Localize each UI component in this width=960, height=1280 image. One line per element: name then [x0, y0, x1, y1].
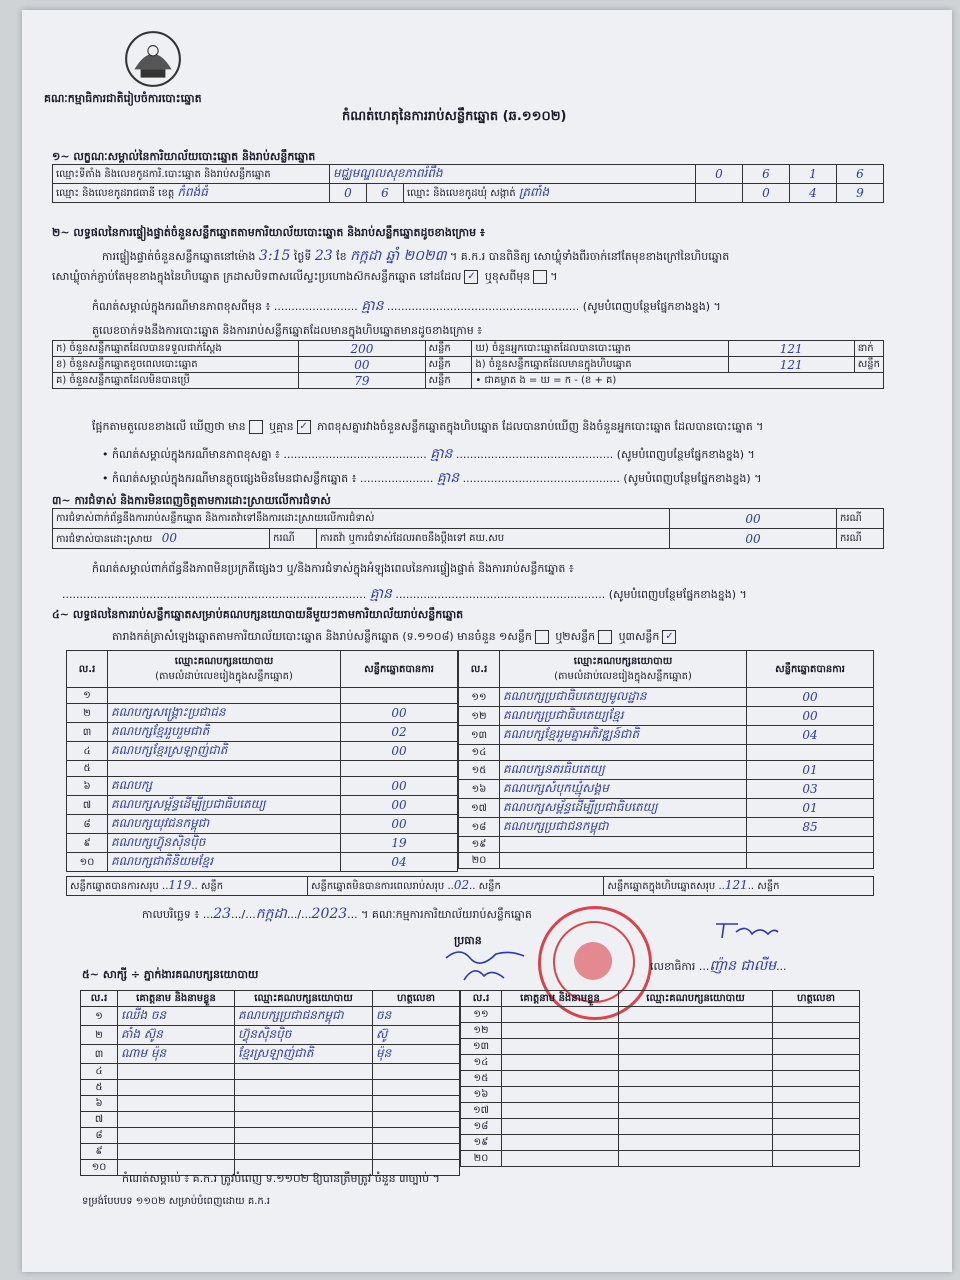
witness-signature — [773, 1087, 860, 1103]
row-number: ១៩ — [459, 837, 500, 853]
row-number: ១៤ — [459, 745, 500, 761]
row-number: ១១ — [459, 688, 500, 707]
r2-unit: ករណី — [270, 529, 317, 549]
s1-heading: ១~ លក្ខណៈសម្គាល់នៃការិយាល័យបោះឆ្នោត និងរាប់សន្លឹកឆ្នោត — [52, 150, 316, 163]
witness-row — [461, 1119, 860, 1135]
s5-heading: ៥~ សាក្សី ÷ ភ្នាក់ងារគណបក្សនយោបាយ — [82, 968, 259, 981]
witness-name — [502, 1135, 619, 1151]
row-number: ១២ — [459, 707, 500, 726]
col-no: ល.រ — [461, 991, 502, 1007]
province-value: កំពង់ធំ — [177, 185, 208, 199]
witness-signature — [773, 1055, 860, 1071]
s3-note-value: គ្មាន — [369, 586, 392, 602]
witness-party — [235, 1080, 373, 1096]
row-number: ៧ — [81, 1112, 118, 1128]
vote-count: 01 — [747, 761, 874, 780]
secretary-name: ញ៉ាន ជាលីម — [709, 958, 777, 974]
s4-heading: ៤~ លទ្ធផលនៃការរាប់សន្លឹកឆ្នោតសម្រាប់គណបក្សនយោបាយនីមួយៗតាមការិយាល័យរាប់សន្លឹកឆ្នោត — [52, 608, 464, 621]
office-value: មជ្ឈមណ្ឌលសុខភាពរំពឹង — [330, 165, 696, 184]
witness-party — [235, 1096, 373, 1112]
row-number: ៥ — [67, 761, 108, 777]
s1-table — [52, 164, 884, 203]
witness-signature — [773, 1023, 860, 1039]
has-diff-checkbox[interactable] — [249, 420, 263, 434]
col-votes: សន្លឹកឆ្នោតបានការ — [747, 651, 874, 688]
vote-row — [459, 761, 874, 780]
witness-signature — [773, 1151, 860, 1167]
ng-label: ង) ចំនួនសន្លឹកឆ្នោតដែលមានក្នុងហិបឆ្នោត — [472, 357, 728, 373]
witness-name — [502, 1087, 619, 1103]
different-checkbox[interactable] — [533, 270, 547, 284]
party-name: គណបក្សសម្ព័ន្ធដើម្បីប្រជាធិបតេយ្យ — [500, 799, 747, 818]
witness-row — [81, 1128, 460, 1144]
r1-label: ការជំទាស់ពាក់ព័ន្ធនឹងការរាប់សន្លឹកឆ្នោត និងការតវ៉ាទៅនឹងការដោះស្រាយលើការជំទាស់ — [53, 509, 670, 529]
witness-name — [502, 1151, 619, 1167]
vote-count: 00 — [341, 704, 458, 723]
party-name: គណបក្សយុវជនកម្ពុជា — [108, 815, 341, 834]
vote-row — [67, 688, 458, 704]
office-code-4: 6 — [837, 165, 884, 184]
vote-row — [67, 834, 458, 853]
witness-name — [118, 1144, 235, 1160]
witness-name — [502, 1039, 619, 1055]
party-name: គណបក្សជាតិនិយមខ្មែរ — [108, 853, 341, 872]
row-number: ៣ — [67, 723, 108, 742]
y-label: ឃ) ចំនួនអ្នកបោះឆ្នោតដែលបានបោះឆ្នោត — [472, 341, 728, 357]
r2b-label: ការតវ៉ា ឬការជំទាស់ដែលអាចនឹងប្តឹងទៅ គឃ.សប — [317, 529, 670, 549]
footnote: កំណត់សម្គាល់ ៖ គ.ក.រ ត្រូវបំពេញ ទ.១១០២ ឱ្យបានត្រឹមត្រូវ ចំនួន ៣ច្បាប់ ។ — [122, 1172, 440, 1185]
party-name: គណបក្សប្រជាធិបតេយ្យខ្មែរ — [500, 707, 747, 726]
col-name: គោត្តនាម និងនាមខ្លួន — [118, 991, 235, 1007]
witness-signature — [373, 1128, 460, 1144]
kh-unit: សន្លឹក — [425, 357, 472, 373]
col-party: ឈ្មោះគណបក្សនយោបាយ (តាមលំដាប់លេខរៀងក្នុងសន្លឹកឆ្នោត) — [500, 651, 747, 688]
r2b-value: 00 — [670, 529, 837, 549]
commune-value: ត្រពាំង — [518, 185, 550, 199]
witness-name — [502, 1119, 619, 1135]
col-sign: ហត្ថលេខា — [773, 991, 860, 1007]
s3-note-label: កំណត់សម្គាល់ពាក់ព័ន្ធនឹងភាពមិនប្រក្រតីផ្សេងៗ ឬ/និងការជំទាស់ក្នុងអំឡុងពេលនៃការផ្ទៀងផ្ទាត់ និងការរាប់សន្លឹកឆ្នោត ៖ — [92, 562, 574, 575]
s2-note-value: គ្មាន — [361, 298, 384, 314]
witness-name — [502, 1103, 619, 1119]
witness-party — [235, 1064, 373, 1080]
three-sheet-checkbox[interactable]: ✓ — [662, 630, 676, 644]
row-number: ៧ — [67, 796, 108, 815]
party-name — [108, 688, 341, 704]
vote-row — [67, 777, 458, 796]
witness-signature: ចន — [373, 1007, 460, 1026]
col-no: ល.រ — [81, 991, 118, 1007]
vote-row — [459, 745, 874, 761]
row-number: ១៤ — [461, 1055, 502, 1071]
vote-row — [67, 796, 458, 815]
vote-count — [341, 761, 458, 777]
total-valid-value: 119 — [168, 878, 192, 892]
chair-signature — [440, 944, 530, 984]
r1-unit: ករណី — [837, 509, 884, 529]
formula: • ជាគម្លាត ង = ឃ = ក - (ខ + គ) — [472, 373, 884, 389]
province-label: ឈ្មោះ និងលេខកូដរាជធានី ខេត្ត កំពង់ធំ — [53, 184, 330, 203]
r2-value: 00 — [161, 530, 178, 545]
party-name: គណបក្សប្រជាជនកម្ពុជា — [500, 818, 747, 837]
row-number: ៩ — [67, 834, 108, 853]
party-name: គណបក្សខ្មែររួបរួមជាតិ — [108, 723, 341, 742]
witness-name — [502, 1071, 619, 1087]
commune-label: ឈ្មោះ និងលេខកូដឃុំ សង្កាត់ ត្រពាំង — [404, 184, 696, 203]
witness-signature: ស៊ូ — [373, 1026, 460, 1045]
row-number: ៥ — [81, 1080, 118, 1096]
row-number: ១២ — [461, 1023, 502, 1039]
row-number: ៩ — [81, 1144, 118, 1160]
commune-code-2: 4 — [790, 184, 837, 203]
row-number: ៨ — [67, 815, 108, 834]
province-code-1: 0 — [330, 184, 367, 203]
vote-row — [459, 853, 874, 869]
same-checkbox[interactable]: ✓ — [464, 270, 478, 284]
vote-row — [67, 761, 458, 777]
date-month: កក្កដា — [255, 906, 287, 922]
vote-count: 01 — [747, 799, 874, 818]
witness-signature: ម៉ុន — [373, 1045, 460, 1064]
k-label: ក) ចំនួនសន្លឹកឆ្នោតដែលបានទទួលជាក់ស្តែង — [53, 341, 299, 357]
vote-count: 03 — [747, 780, 874, 799]
vote-count: 00 — [341, 815, 458, 834]
party-name: គណបក្សហ៊្វុនស៊ិនប៉ិច — [108, 834, 341, 853]
col-votes: សន្លឹកឆ្នោតបានការ — [341, 651, 458, 688]
witness-party: ខ្មែរស្រឡាញ់ជាតិ — [235, 1045, 373, 1064]
party-name: គណបក្សខ្មែររួមគ្នាអភិវឌ្ឍន៍ជាតិ — [500, 726, 747, 745]
vote-count — [747, 853, 874, 869]
party-name — [108, 761, 341, 777]
row-number: ២ — [67, 704, 108, 723]
total-box-value: 121 — [724, 878, 748, 892]
total-box: សន្លឹកឆ្នោតក្នុងហិបឆ្នោតសរុប ..121.. សន្លឹក — [604, 877, 874, 896]
witness-row — [461, 1151, 860, 1167]
total-valid: សន្លឹកឆ្នោតបានការសរុប ..119.. សន្លឹក — [67, 877, 308, 896]
witness-signature — [773, 1119, 860, 1135]
witness-party — [235, 1112, 373, 1128]
two-sheet-checkbox[interactable] — [598, 630, 612, 644]
witness-party — [619, 1087, 773, 1103]
witness-row — [461, 1039, 860, 1055]
no-diff-checkbox[interactable]: ✓ — [297, 420, 311, 434]
vote-count: 00 — [341, 742, 458, 761]
office-code-3: 1 — [790, 165, 837, 184]
commune-code-spacer — [696, 184, 743, 203]
witness-signature — [373, 1144, 460, 1160]
vote-row — [459, 837, 874, 853]
total-invalid: សន្លឹកឆ្នោតមិនបានការពេលរាប់សរុប ..02.. សន្លឹក — [307, 877, 603, 896]
witness-signature — [773, 1071, 860, 1087]
s2-line1: ការផ្ទៀងផ្ទាត់ចំនួនសន្លឹកឆ្នោតនៅម៉ោង 3:15 ថ្ងៃទី 23 ខែ កក្កដា ឆ្នាំ ២០២៣ ។ គ.ក.រ បានពិនិត្យ សោឃ្លុំទាំងពីរចាក់នៅតែមុខខាងក្រៅនៃហិបឆ្នោត — [102, 248, 730, 264]
vote-count: 04 — [747, 726, 874, 745]
witness-table-right — [460, 990, 860, 1167]
witness-signature — [773, 1007, 860, 1023]
vote-count: 00 — [341, 796, 458, 815]
vote-row — [459, 818, 874, 837]
party-name: គណបក្ស — [108, 777, 341, 796]
row-number: ១០ — [67, 853, 108, 872]
vote-count: 19 — [341, 834, 458, 853]
emblem-icon — [122, 28, 184, 90]
date-year: 2023 — [311, 906, 348, 922]
vote-count: 85 — [747, 818, 874, 837]
row-number: ១៥ — [459, 761, 500, 780]
witness-party — [619, 1119, 773, 1135]
witness-name — [118, 1080, 235, 1096]
y-value: 121 — [728, 341, 854, 357]
s2-note: កំណត់សម្គាល់ក្នុងករណីមានភាពខុសពីមុន ៖ ........................ គ្មាន ....................................................... (សូមបំពេញបន្ថែមផ្នែកខាងខ្នង) ។ — [92, 298, 721, 314]
form-note: ទម្រង់បែបបទ ១១០២ សម្រាប់បំពេញដោយ គ.ក.រ — [82, 1196, 271, 1207]
row-number: ៤ — [81, 1064, 118, 1080]
witness-name: ឈើង ចន — [118, 1007, 235, 1026]
s2-check: ផ្អែកតាមតួលេខខាងលើ ឃើញថា មាន ឬគ្មាន ✓ ភាពខុសគ្នារវាងចំនួនសន្លឹកឆ្នោតក្នុងហិបឆ្នោត ដែលបានរាប់ឃើញ និងចំនួនអ្នកបោះឆ្នោត ដែលបានបោះឆ្នោត ។ — [92, 420, 764, 433]
col-sign: ហត្ថលេខា — [373, 991, 460, 1007]
vote-count: 04 — [341, 853, 458, 872]
row-number: ១៨ — [459, 818, 500, 837]
witness-row — [81, 1144, 460, 1160]
s4-intro: តារាងកត់ត្រាសំឡេងឆ្នោតតាមការិយាល័យបោះឆ្នោត និងរាប់សន្លឹកឆ្នោត (ទ.១១០៨) មានចំនួន ១សន្លឹក ឬ២សន្លឹក ឬ៣សន្លឹក ✓ — [112, 630, 679, 646]
count-day: 23 — [314, 248, 333, 264]
col-no: ល.រ — [459, 651, 500, 688]
witness-row — [81, 1045, 460, 1064]
witness-party — [619, 1103, 773, 1119]
row-number: ១ — [81, 1007, 118, 1026]
ko-label: គ) ចំនួនសន្លឹកឆ្នោតដែលមិនបានប្រើ — [53, 373, 299, 389]
office-code-2: 6 — [743, 165, 790, 184]
count-time: 3:15 — [258, 248, 291, 264]
witness-signature — [773, 1103, 860, 1119]
vote-count — [747, 745, 874, 761]
s3-note-line: ....................................................................................... គ្មាន ............................................................ (សូមបំពេញបន្ថែមផ្នែកខាងខ្នង) ។ — [62, 586, 747, 602]
date-line: កាលបរិច្ឆេទ ៖ ...23.../...កក្កដា.../...2023... ។ គណៈកម្មការការិយាល័យរាប់សន្លឹកឆ្នោត — [142, 906, 532, 922]
totals-table — [66, 876, 874, 896]
col-party: ឈ្មោះគណបក្សនយោបាយ — [235, 991, 373, 1007]
r1-value: 00 — [670, 509, 837, 529]
row-number: ១១ — [461, 1007, 502, 1023]
vote-count — [341, 688, 458, 704]
witness-signature — [373, 1080, 460, 1096]
s2-heading: ២~ លទ្ធផលនៃការផ្ទៀងផ្ទាត់ចំនួនសន្លឹកឆ្នោតតាមការិយាល័យបោះឆ្នោត និងរាប់សន្លឹកឆ្នោតដូចខាងក្រោម ៖ — [52, 226, 485, 239]
row-number: ២ — [81, 1026, 118, 1045]
row-number: ២០ — [459, 853, 500, 869]
witness-name — [118, 1112, 235, 1128]
witness-name: គាំង ស៊ូន — [118, 1026, 235, 1045]
col-party: ឈ្មោះគណបក្សនយោបាយ — [619, 991, 773, 1007]
s2-line2: សោឃ្លុំចាក់ភ្ជាប់តែមុខខាងក្នុងនៃហិបឆ្នោត ក្រដាសបិទពាសលើស្ទះប្រហោងស៊កសន្លឹកឆ្នោត នៅដដែល ✓ ឬខុសពីមុន ។ — [52, 270, 558, 283]
witness-party — [235, 1128, 373, 1144]
s3-table — [52, 508, 884, 549]
row-number: ១៣ — [459, 726, 500, 745]
kh-value: 00 — [299, 357, 425, 373]
witness-name — [502, 1007, 619, 1023]
office-code-1: 0 — [696, 165, 743, 184]
row-number: ១ — [67, 688, 108, 704]
ng-value: 121 — [728, 357, 854, 373]
col-no: ល.រ — [67, 651, 108, 688]
witness-party — [235, 1144, 373, 1160]
row-number: ៤ — [67, 742, 108, 761]
party-name — [500, 745, 747, 761]
vote-row — [459, 726, 874, 745]
vote-count: 00 — [747, 688, 874, 707]
witness-party — [619, 1007, 773, 1023]
witness-row — [461, 1103, 860, 1119]
s3-heading: ៣~ ការជំទាស់ និងការមិនពេញចិត្តតាមការដោះស្រាយលើការជំទាស់ — [52, 494, 331, 507]
secretary-signature — [712, 916, 782, 944]
col-name: គោត្តនាម និងនាមខ្លួន — [502, 991, 619, 1007]
witness-row — [81, 1007, 460, 1026]
k-value: 200 — [299, 341, 425, 357]
r2-label: ការជំទាស់បានដោះស្រាយ 00 — [53, 529, 270, 549]
witness-name — [118, 1128, 235, 1144]
witness-name — [502, 1023, 619, 1039]
vote-count: 00 — [341, 777, 458, 796]
chair-label: ប្រធាន — [454, 934, 482, 947]
votes-table-right — [458, 650, 874, 869]
row-number: ១៦ — [461, 1087, 502, 1103]
party-name — [500, 853, 747, 869]
vote-row — [67, 723, 458, 742]
witness-party: គណបក្សប្រជាជនកម្ពុជា — [235, 1007, 373, 1026]
witness-row — [81, 1026, 460, 1045]
witness-signature — [773, 1039, 860, 1055]
row-number: ២០ — [461, 1151, 502, 1167]
row-number: ១៧ — [461, 1103, 502, 1119]
witness-name — [502, 1055, 619, 1071]
vote-row — [67, 742, 458, 761]
vote-count: 00 — [747, 707, 874, 726]
witness-name — [118, 1064, 235, 1080]
witness-signature — [373, 1064, 460, 1080]
count-month-year: កក្កដា ឆ្នាំ ២០២៣ — [350, 248, 447, 264]
one-sheet-checkbox[interactable] — [535, 630, 549, 644]
party-name: គណបក្សខ្មែរស្រឡាញ់ជាតិ — [108, 742, 341, 761]
row-number: ១០ — [81, 1160, 118, 1176]
witness-row — [81, 1112, 460, 1128]
form-sheet — [22, 10, 952, 1272]
row-number: ១៨ — [461, 1119, 502, 1135]
witness-name: ណាម ម៉ុន — [118, 1045, 235, 1064]
vote-count: 02 — [341, 723, 458, 742]
row-number: ៨ — [81, 1128, 118, 1144]
witness-party — [619, 1039, 773, 1055]
s2-b1: • កំណត់សម្គាល់ក្នុងករណីមានភាពខុសគ្នា ៖ ......................................... គ្មាន ............................................. (សូមបំពេញបន្ថែមផ្នែកខាងខ្នង) ។ — [102, 446, 755, 462]
witness-row — [461, 1087, 860, 1103]
r2b-unit: ករណី — [837, 529, 884, 549]
s2-b2: • កំណត់សម្គាល់ក្នុងករណីមានភ្លុចផ្សេងមិនមែនជាសន្លឹកឆ្នោត ៖ ..................... គ្មាន ............................................. (សូមបំពេញបន្ថែមផ្នែកខាងខ្នង) ។ — [102, 470, 762, 486]
witness-party: ហ៊្វុនស៊ិនប៉ិច — [235, 1026, 373, 1045]
witness-row — [461, 1023, 860, 1039]
ng-unit: សន្លឹក — [854, 357, 883, 373]
vote-row — [459, 688, 874, 707]
witness-party — [619, 1151, 773, 1167]
row-number: ១៧ — [459, 799, 500, 818]
commune-code-1: 0 — [743, 184, 790, 203]
witness-row — [461, 1055, 860, 1071]
k-unit: សន្លឹក — [425, 341, 472, 357]
witness-signature — [373, 1096, 460, 1112]
b1-value: គ្មាន — [430, 446, 453, 462]
office-label: ឈ្មោះទីតាំង និងលេខកូដការិ.បោះឆ្នោត និងរាប់សន្លឹកឆ្នោត — [53, 165, 330, 184]
vote-row — [67, 853, 458, 872]
witness-party — [619, 1023, 773, 1039]
witness-signature — [773, 1135, 860, 1151]
org-name: គណៈកម្មាធិការជាតិរៀបចំការបោះឆ្នោត — [44, 92, 202, 105]
row-number: ១៥ — [461, 1071, 502, 1087]
y-unit: នាក់ — [854, 341, 883, 357]
total-invalid-value: 02 — [453, 878, 470, 892]
party-name — [500, 837, 747, 853]
vote-row — [67, 815, 458, 834]
party-name: គណបក្សសម្ព័ន្ធដើម្បីប្រជាធិបតេយ្យ — [108, 796, 341, 815]
row-number: ៣ — [81, 1045, 118, 1064]
witness-row — [81, 1096, 460, 1112]
vote-row — [459, 707, 874, 726]
kh-label: ខ) ចំនួនសន្លឹកឆ្នោតខូចពេលបោះឆ្នោត — [53, 357, 299, 373]
row-number: ៦ — [81, 1096, 118, 1112]
witness-row — [81, 1080, 460, 1096]
secretary-line: លេខាធិការ ...ញ៉ាន ជាលីម... — [650, 958, 787, 974]
witness-party — [619, 1071, 773, 1087]
party-name: គណបក្សសំបុកឃ្មុំសង្គម — [500, 780, 747, 799]
party-name: គណបក្សសង្គ្រោះប្រជាជន — [108, 704, 341, 723]
ko-unit: សន្លឹក — [425, 373, 472, 389]
votes-table-left — [66, 650, 458, 872]
row-number: ១៩ — [461, 1135, 502, 1151]
witness-party — [619, 1055, 773, 1071]
col-party: ឈ្មោះគណបក្សនយោបាយ (តាមលំដាប់លេខរៀងក្នុងសន្លឹកឆ្នោត) — [108, 651, 341, 688]
s2-intro: តួលេខចាក់ទងនឹងការបោះឆ្នោត និងការរាប់សន្លឹកឆ្នោតដែលមានក្នុងហិបឆ្នោតមានដូចខាងក្រោម ៖ — [92, 324, 483, 337]
row-number: ៦ — [67, 777, 108, 796]
witness-row — [461, 1135, 860, 1151]
witness-party — [619, 1135, 773, 1151]
vote-count — [747, 837, 874, 853]
vote-row — [459, 799, 874, 818]
witness-signature — [373, 1112, 460, 1128]
witness-row — [461, 1007, 860, 1023]
vote-row — [67, 704, 458, 723]
commune-code-3: 9 — [837, 184, 884, 203]
party-name: គណបក្សប្រជាធិបតេយ្យមូលដ្ឋាន — [500, 688, 747, 707]
province-code-2: 6 — [367, 184, 404, 203]
row-number: ១៦ — [459, 780, 500, 799]
form-title: កំណត់ហេតុនៃការរាប់សន្លឹកឆ្នោត (ឆ.១១០២) — [342, 109, 567, 124]
witness-table-left — [80, 990, 460, 1176]
witness-row — [461, 1071, 860, 1087]
date-day: 23 — [213, 906, 232, 922]
row-number: ១៣ — [461, 1039, 502, 1055]
ko-value: 79 — [299, 373, 425, 389]
b2-value: គ្មាន — [436, 470, 460, 486]
s2-figures-table — [52, 340, 884, 389]
witness-name — [118, 1096, 235, 1112]
party-name: គណបក្សនគរធិបតេយ្យ — [500, 761, 747, 780]
witness-row — [81, 1064, 460, 1080]
vote-row — [459, 780, 874, 799]
